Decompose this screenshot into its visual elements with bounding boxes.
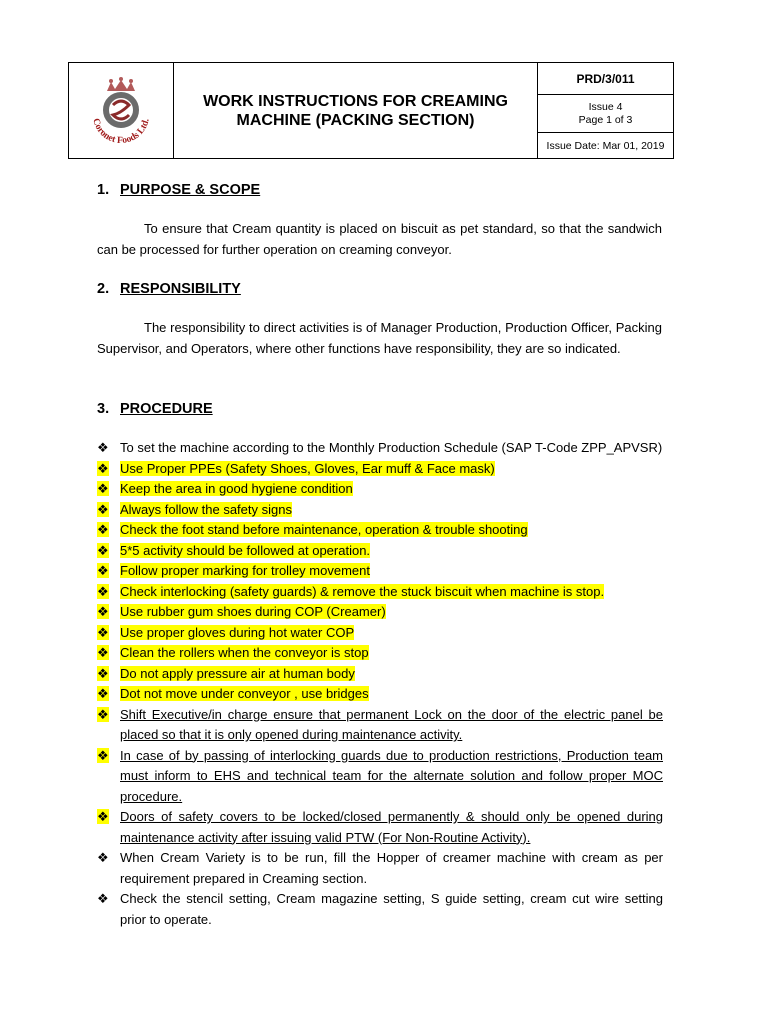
section-heading-procedure <box>97 401 213 417</box>
procedure-list <box>97 438 663 930</box>
section-title: PROCEDURE <box>120 401 213 417</box>
procedure-item-text: Use Proper PPEs (Safety Shoes, Gloves, Ear muff & Face mask) <box>120 460 495 476</box>
procedure-item-text: Check the stencil setting, Cream magazine setting, S guide setting, cream cut wire setting prior to operate. <box>120 891 663 927</box>
procedure-item-text: When Cream Variety is to be run, fill the Hopper of creamer machine with cream as per requirement prepared in Creaming section. <box>120 850 663 886</box>
bullet-icon: ❖ <box>97 891 109 906</box>
bullet-icon: ❖ <box>97 850 109 865</box>
document-title <box>174 63 538 158</box>
bullet-icon: ❖ <box>97 604 109 619</box>
bullet-icon: ❖ <box>97 501 109 517</box>
issue-number: Issue 4 <box>588 100 623 113</box>
procedure-item <box>97 602 663 623</box>
procedure-item-text: Check interlocking (safety guards) & remove the stuck biscuit when machine is stop. <box>120 583 605 599</box>
procedure-item-text: In case of by passing of interlocking guards due to production restrictions, Production team must inform to EHS and technical team for the alternate solution and follow proper MOC procedure. <box>120 747 663 804</box>
purpose-paragraph: To ensure that Cream quantity is placed on biscuit as pet standard, so that the sandwich can be processed for further operation on creaming conveyor. <box>97 221 662 257</box>
procedure-item <box>97 561 663 582</box>
procedure-item <box>97 807 663 848</box>
procedure-item <box>97 500 663 521</box>
section-number: 2. <box>97 281 110 297</box>
section-number: 1. <box>97 182 110 198</box>
page-number: Page 1 of 3 <box>578 113 633 126</box>
bullet-icon: ❖ <box>97 809 109 824</box>
section-title: PURPOSE & SCOPE <box>120 182 261 198</box>
section-title: RESPONSIBILITY <box>120 281 241 297</box>
procedure-item <box>97 623 663 644</box>
coronet-logo-icon <box>81 71 161 151</box>
bullet-icon: ❖ <box>97 460 109 476</box>
procedure-item-text: Use rubber gum shoes during COP (Creamer) <box>120 604 386 619</box>
bullet-icon: ❖ <box>97 624 109 640</box>
procedure-item-text: Follow proper marking for trolley movement <box>120 563 370 578</box>
bullet-icon: ❖ <box>97 665 109 681</box>
procedure-item <box>97 643 663 664</box>
title-line-2: MACHINE (PACKING SECTION) <box>236 111 475 129</box>
procedure-item-text: Clean the rollers when the conveyor is stop <box>120 645 369 660</box>
procedure-item-text: Check the foot stand before maintenance, operation & trouble shooting <box>120 522 528 537</box>
procedure-item-text: Keep the area in good hygiene condition <box>120 481 353 496</box>
procedure-item-text: Dot not move under conveyor , use bridges <box>120 686 369 701</box>
section-heading-purpose <box>97 182 260 198</box>
bullet-icon: ❖ <box>97 645 109 660</box>
document-header-table <box>68 62 674 159</box>
bullet-icon: ❖ <box>97 481 109 496</box>
procedure-item <box>97 889 663 930</box>
procedure-item <box>97 684 663 705</box>
procedure-item <box>97 438 663 459</box>
section-number: 3. <box>97 401 110 417</box>
bullet-icon: ❖ <box>97 686 109 701</box>
bullet-icon: ❖ <box>97 583 109 599</box>
bullet-icon: ❖ <box>97 522 109 537</box>
procedure-item-text: To set the machine according to the Monthly Production Schedule (SAP T-Code ZPP_APVSR) <box>120 440 663 455</box>
company-logo <box>69 63 174 158</box>
logo-text: Coronet Foods Ltd. <box>90 116 152 146</box>
doc-code: PRD/3/011 <box>538 63 673 95</box>
procedure-item <box>97 541 663 562</box>
procedure-item <box>97 479 663 500</box>
procedure-item-text: Always follow the safety signs <box>120 501 292 517</box>
bullet-icon: ❖ <box>97 542 109 558</box>
procedure-item <box>97 520 663 541</box>
procedure-item <box>97 746 663 808</box>
procedure-item-text: 5*5 activity should be followed at operation. <box>120 542 371 558</box>
procedure-item <box>97 664 663 685</box>
title-line-1: WORK INSTRUCTIONS FOR CREAMING <box>203 92 508 110</box>
document-meta <box>538 63 673 158</box>
issue-date: Issue Date: Mar 01, 2019 <box>546 139 665 152</box>
bullet-icon: ❖ <box>97 440 109 455</box>
bullet-icon: ❖ <box>97 563 109 578</box>
procedure-item <box>97 582 663 603</box>
procedure-item-text: Use proper gloves during hot water COP <box>120 624 355 640</box>
procedure-item <box>97 848 663 889</box>
issue-info <box>538 95 673 133</box>
bullet-icon: ❖ <box>97 747 109 763</box>
procedure-item-text: Shift Executive/in charge ensure that permanent Lock on the door of the electric panel be placed so that it is only opened during maintenance activity. <box>120 706 663 742</box>
bullet-icon: ❖ <box>97 706 109 722</box>
procedure-item-text: Do not apply pressure air at human body <box>120 665 355 681</box>
procedure-item-text: Doors of safety covers to be locked/closed permanently & should only be opened during maintenance activity after issuing valid PTW (For Non-Routine Activity). <box>120 809 663 845</box>
procedure-item <box>97 705 663 746</box>
procedure-item <box>97 459 663 480</box>
section-heading-responsibility <box>97 281 241 297</box>
responsibility-paragraph: The responsibility to direct activities is of Manager Production, Production Officer, Packing Supervisor, and Operators, where other functions have responsibility, they are so indicated. <box>97 320 662 356</box>
